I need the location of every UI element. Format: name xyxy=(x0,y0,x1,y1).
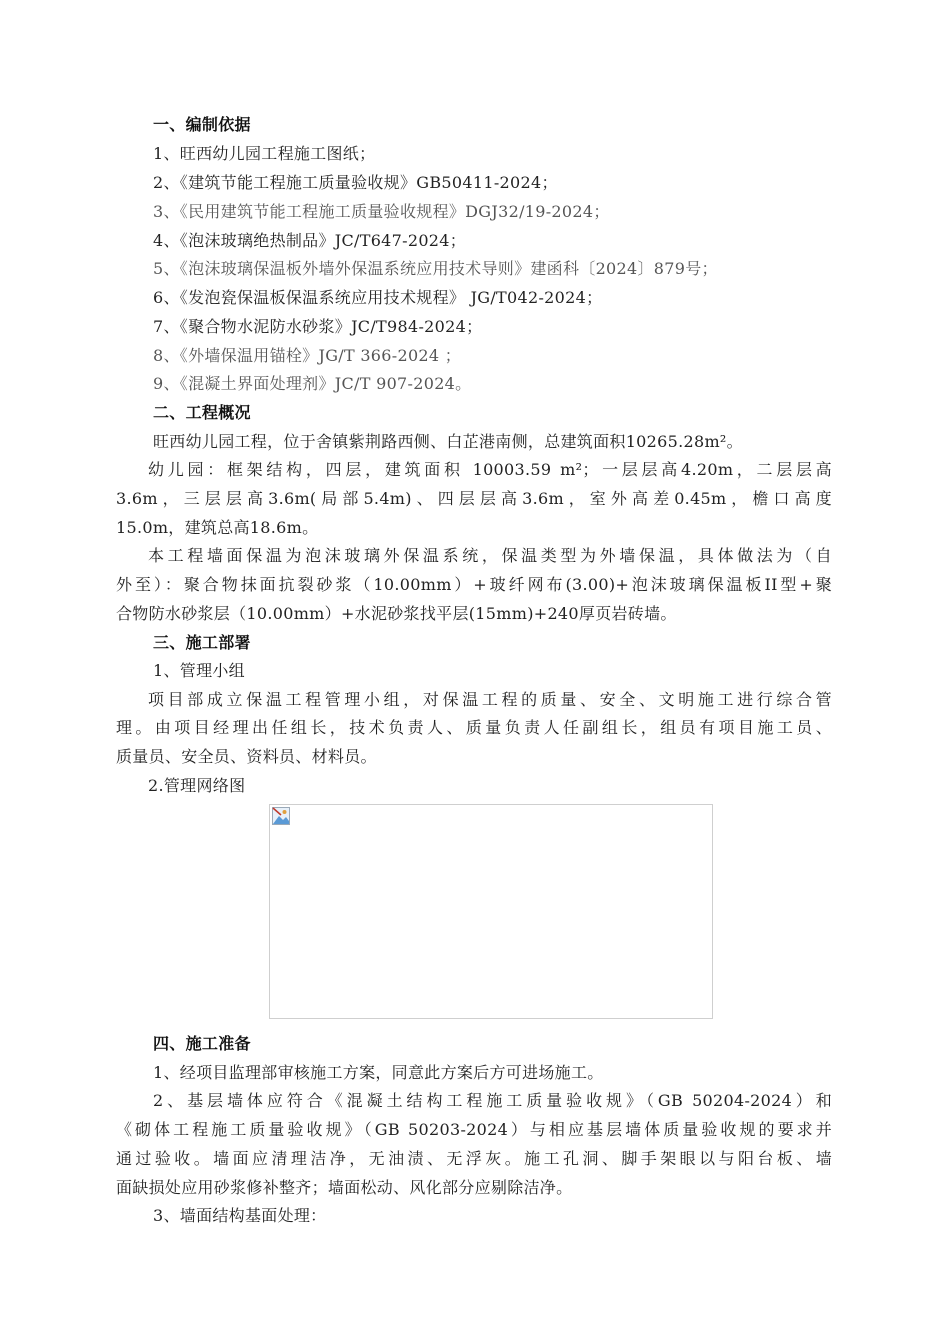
management-paragraph-line: 理。由项目经理出任组长，技术负责人、质量负责人任副组长，组员有项目施工员、 xyxy=(116,718,832,737)
preparation-item: 1、经项目监理部审核施工方案，同意此方案后方可进场施工。 xyxy=(153,1063,604,1082)
reference-item: 3、《民用建筑节能工程施工质量验收规程》DGJ32/19-2024； xyxy=(153,202,610,221)
insulation-paragraph-line: 外至）：聚合物抹面抗裂砂浆（10.00mm）+玻纤网布(3.00)+泡沫玻璃保温板II型+聚 xyxy=(116,575,832,594)
section-heading-3: 三、施工部署 xyxy=(153,633,251,652)
section-heading-4: 四、施工准备 xyxy=(153,1034,251,1053)
reference-item: 9、《混凝土界面处理剂》JC/T 907-2024。 xyxy=(153,374,472,393)
subheading-network-diagram: 2.管理网络图 xyxy=(148,776,246,795)
kindergarten-paragraph-line: 幼儿园：框架结构，四层，建筑面积 10003.59 m²；一层层高4.20m，二层层高 xyxy=(148,460,832,479)
broken-image-icon xyxy=(272,807,290,825)
preparation-item-line: 《砌体工程施工质量验收规》（GB 50203-2024）与相应基层墙体质量验收规的要求并 xyxy=(116,1120,832,1139)
insulation-paragraph-line: 本工程墙面保温为泡沫玻璃外保温系统，保温类型为外墙保温，具体做法为（自 xyxy=(148,546,832,565)
subheading-management-group: 1、管理小组 xyxy=(153,661,245,680)
reference-item: 7、《聚合物水泥防水砂浆》JC/T984-2024； xyxy=(153,317,483,336)
management-paragraph-line: 质量员、安全员、资料员、材料员。 xyxy=(116,747,377,766)
preparation-item: 3、墙面结构基面处理： xyxy=(153,1206,327,1225)
reference-item: 8、《外墙保温用锚栓》JG/T 366-2024 ； xyxy=(153,346,462,365)
management-paragraph-line: 项目部成立保温工程管理小组，对保温工程的质量、安全、文明施工进行综合管 xyxy=(148,690,832,709)
kindergarten-paragraph-line: 15.0m，建筑总高18.6m。 xyxy=(116,518,319,537)
section-heading-1: 一、编制依据 xyxy=(153,115,251,134)
overview-paragraph: 旺西幼儿园工程，位于舍镇紫荆路西侧、白芷港南侧，总建筑面积10265.28m²。 xyxy=(153,432,743,451)
preparation-item-line: 面缺损处应用砂浆修补整齐；墙面松动、风化部分应剔除洁净。 xyxy=(116,1178,573,1197)
kindergarten-paragraph-line: 3.6m，三层层高3.6m(局部5.4m)、四层层高3.6m，室外高差0.45m，檐口高度 xyxy=(116,489,832,508)
reference-item: 6、《发泡瓷保温板保温系统应用技术规程》 JG/T042-2024； xyxy=(153,288,603,307)
reference-item: 5、《泡沫玻璃保温板外墙外保温系统应用技术导则》建函科〔2024〕879号； xyxy=(153,259,718,278)
reference-item: 4、《泡沫玻璃绝热制品》JC/T647-2024； xyxy=(153,231,467,250)
preparation-item-line: 2、基层墙体应符合《混凝土结构工程施工质量验收规》（GB 50204-2024）和 xyxy=(153,1091,832,1110)
section-heading-2: 二、工程概况 xyxy=(153,403,251,422)
network-diagram-placeholder xyxy=(269,804,713,1019)
reference-item: 1、旺西幼儿园工程施工图纸； xyxy=(153,144,376,163)
reference-item: 2、《建筑节能工程施工质量验收规》GB50411-2024； xyxy=(153,173,558,192)
insulation-paragraph-line: 合物防水砂浆层（10.00mm）+水泥砂浆找平层(15mm)+240厚页岩砖墙。 xyxy=(116,604,677,623)
preparation-item-line: 通过验收。墙面应清理洁净，无油渍、无浮灰。施工孔洞、脚手架眼以与阳台板、墙 xyxy=(116,1149,832,1168)
